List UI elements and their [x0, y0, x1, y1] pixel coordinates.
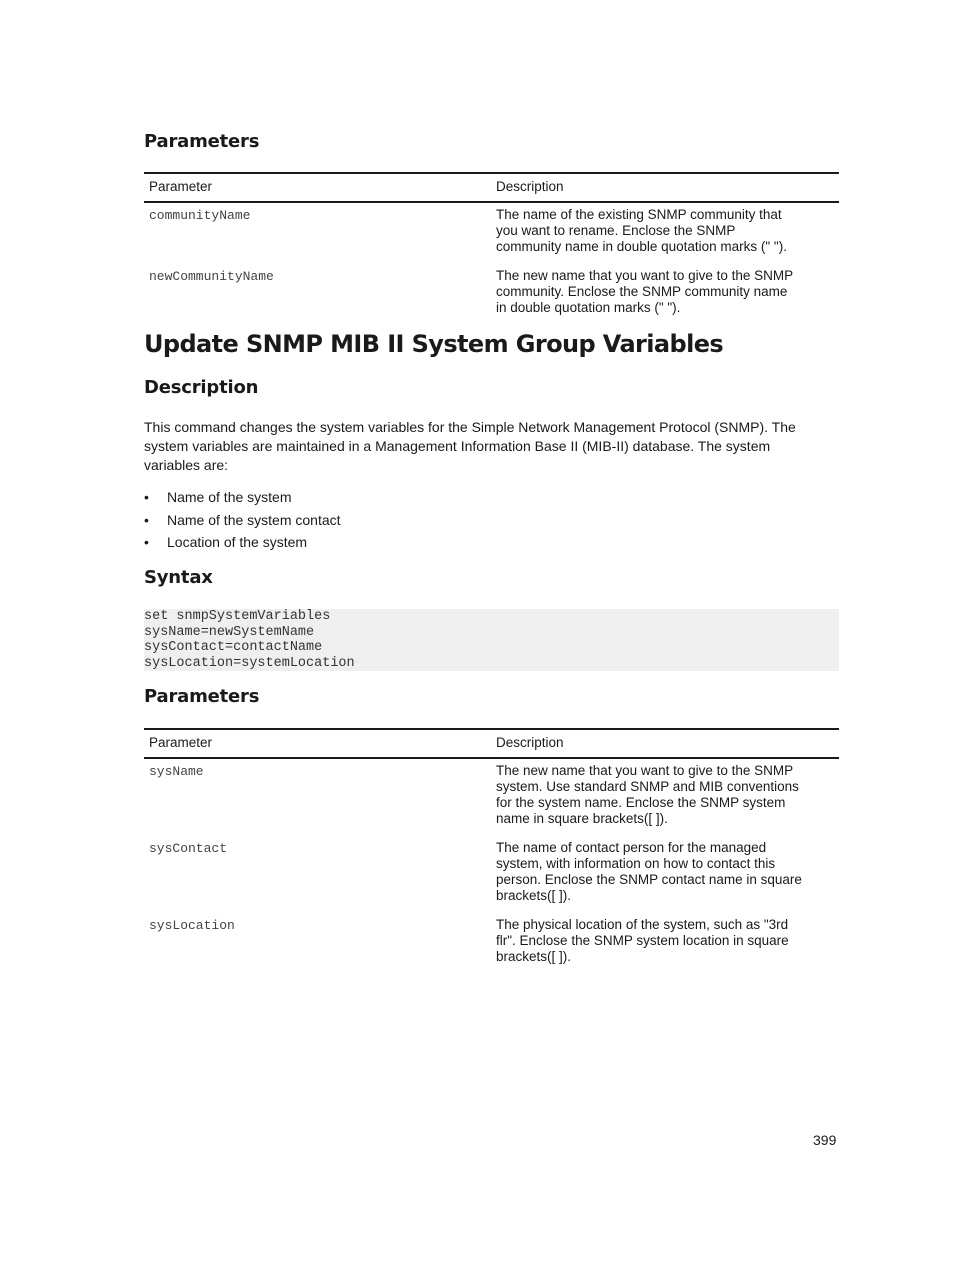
- desc-line: you want to rename. Enclose the SNMP: [496, 223, 736, 238]
- param-name: communityName: [149, 208, 251, 223]
- desc-line: person. Enclose the SNMP contact name in square: [496, 872, 802, 887]
- description-heading: Description: [144, 377, 259, 398]
- column-header-parameter: Parameter: [144, 173, 491, 202]
- list-item: [144, 531, 341, 554]
- code-line: sysLocation=systemLocation: [144, 655, 355, 671]
- list-item-text: Location of the system: [167, 534, 308, 550]
- param-description: [491, 836, 839, 913]
- paragraph-line: This command changes the system variables for the Simple Network Management Protocol (SNMP). The: [144, 419, 796, 435]
- page-number: 399: [813, 1132, 837, 1148]
- description-paragraph: [144, 418, 839, 475]
- desc-line: The new name that you want to give to the SNMP: [496, 763, 794, 778]
- paragraph-line: variables are:: [144, 457, 229, 473]
- table-row: [144, 264, 839, 325]
- param-description: [491, 913, 839, 974]
- table-header-row: [144, 729, 839, 758]
- column-header-description: Description: [491, 173, 839, 202]
- syntax-code-block: [144, 609, 839, 671]
- param-name: sysContact: [149, 841, 228, 856]
- desc-line: system. Use standard SNMP and MIB conventions: [496, 779, 799, 794]
- page-title: Update SNMP MIB II System Group Variables: [144, 330, 724, 358]
- list-item: [144, 509, 341, 532]
- code-line: set snmpSystemVariables: [144, 609, 331, 624]
- desc-line: The name of contact person for the managed: [496, 840, 767, 855]
- table-row: [144, 913, 839, 974]
- parameters-heading-2: Parameters: [144, 686, 260, 707]
- list-item-text: Name of the system: [167, 489, 292, 505]
- bullet-icon: •: [144, 489, 149, 505]
- parameters-table: [144, 172, 839, 325]
- parameters-table-2: [144, 728, 839, 974]
- desc-line: flr". Enclose the SNMP system location in square: [496, 933, 789, 948]
- desc-line: The new name that you want to give to the SNMP: [496, 268, 794, 283]
- table-row: [144, 758, 839, 836]
- column-header-description: Description: [491, 729, 839, 758]
- param-name: newCommunityName: [149, 269, 274, 284]
- list-item: [144, 486, 341, 509]
- param-description: [491, 264, 839, 325]
- table-row: [144, 836, 839, 913]
- desc-line: The physical location of the system, such as "3rd: [496, 917, 789, 932]
- list-item-text: Name of the system contact: [167, 511, 341, 528]
- paragraph-line: system variables are maintained in a Management Information Base II (MIB-II) database. The system: [144, 438, 771, 454]
- parameters-heading: Parameters: [144, 131, 260, 152]
- desc-line: community. Enclose the SNMP community name: [496, 284, 788, 299]
- code-line: sysName=newSystemName: [144, 624, 315, 640]
- desc-line: in double quotation marks (" ").: [496, 300, 681, 315]
- table-header-row: [144, 173, 839, 202]
- desc-line: system, with information on how to contact this: [496, 856, 776, 871]
- desc-line: for the system name. Enclose the SNMP system: [496, 795, 786, 810]
- bullet-icon: •: [144, 534, 149, 550]
- desc-line: brackets([ ]).: [496, 888, 572, 903]
- code-line: sysContact=contactName: [144, 640, 323, 655]
- table-row: [144, 202, 839, 264]
- param-description: [491, 758, 839, 836]
- bullet-icon: •: [144, 511, 149, 528]
- param-name: sysName: [149, 764, 204, 779]
- desc-line: brackets([ ]).: [496, 949, 572, 964]
- param-name: sysLocation: [149, 918, 235, 933]
- syntax-heading: Syntax: [144, 567, 213, 588]
- desc-line: name in square brackets([ ]).: [496, 811, 668, 826]
- param-description: [491, 202, 839, 264]
- column-header-parameter: Parameter: [144, 729, 491, 758]
- system-variables-list: [144, 486, 341, 554]
- desc-line: The name of the existing SNMP community that: [496, 207, 782, 222]
- desc-line: community name in double quotation marks (" ").: [496, 239, 787, 254]
